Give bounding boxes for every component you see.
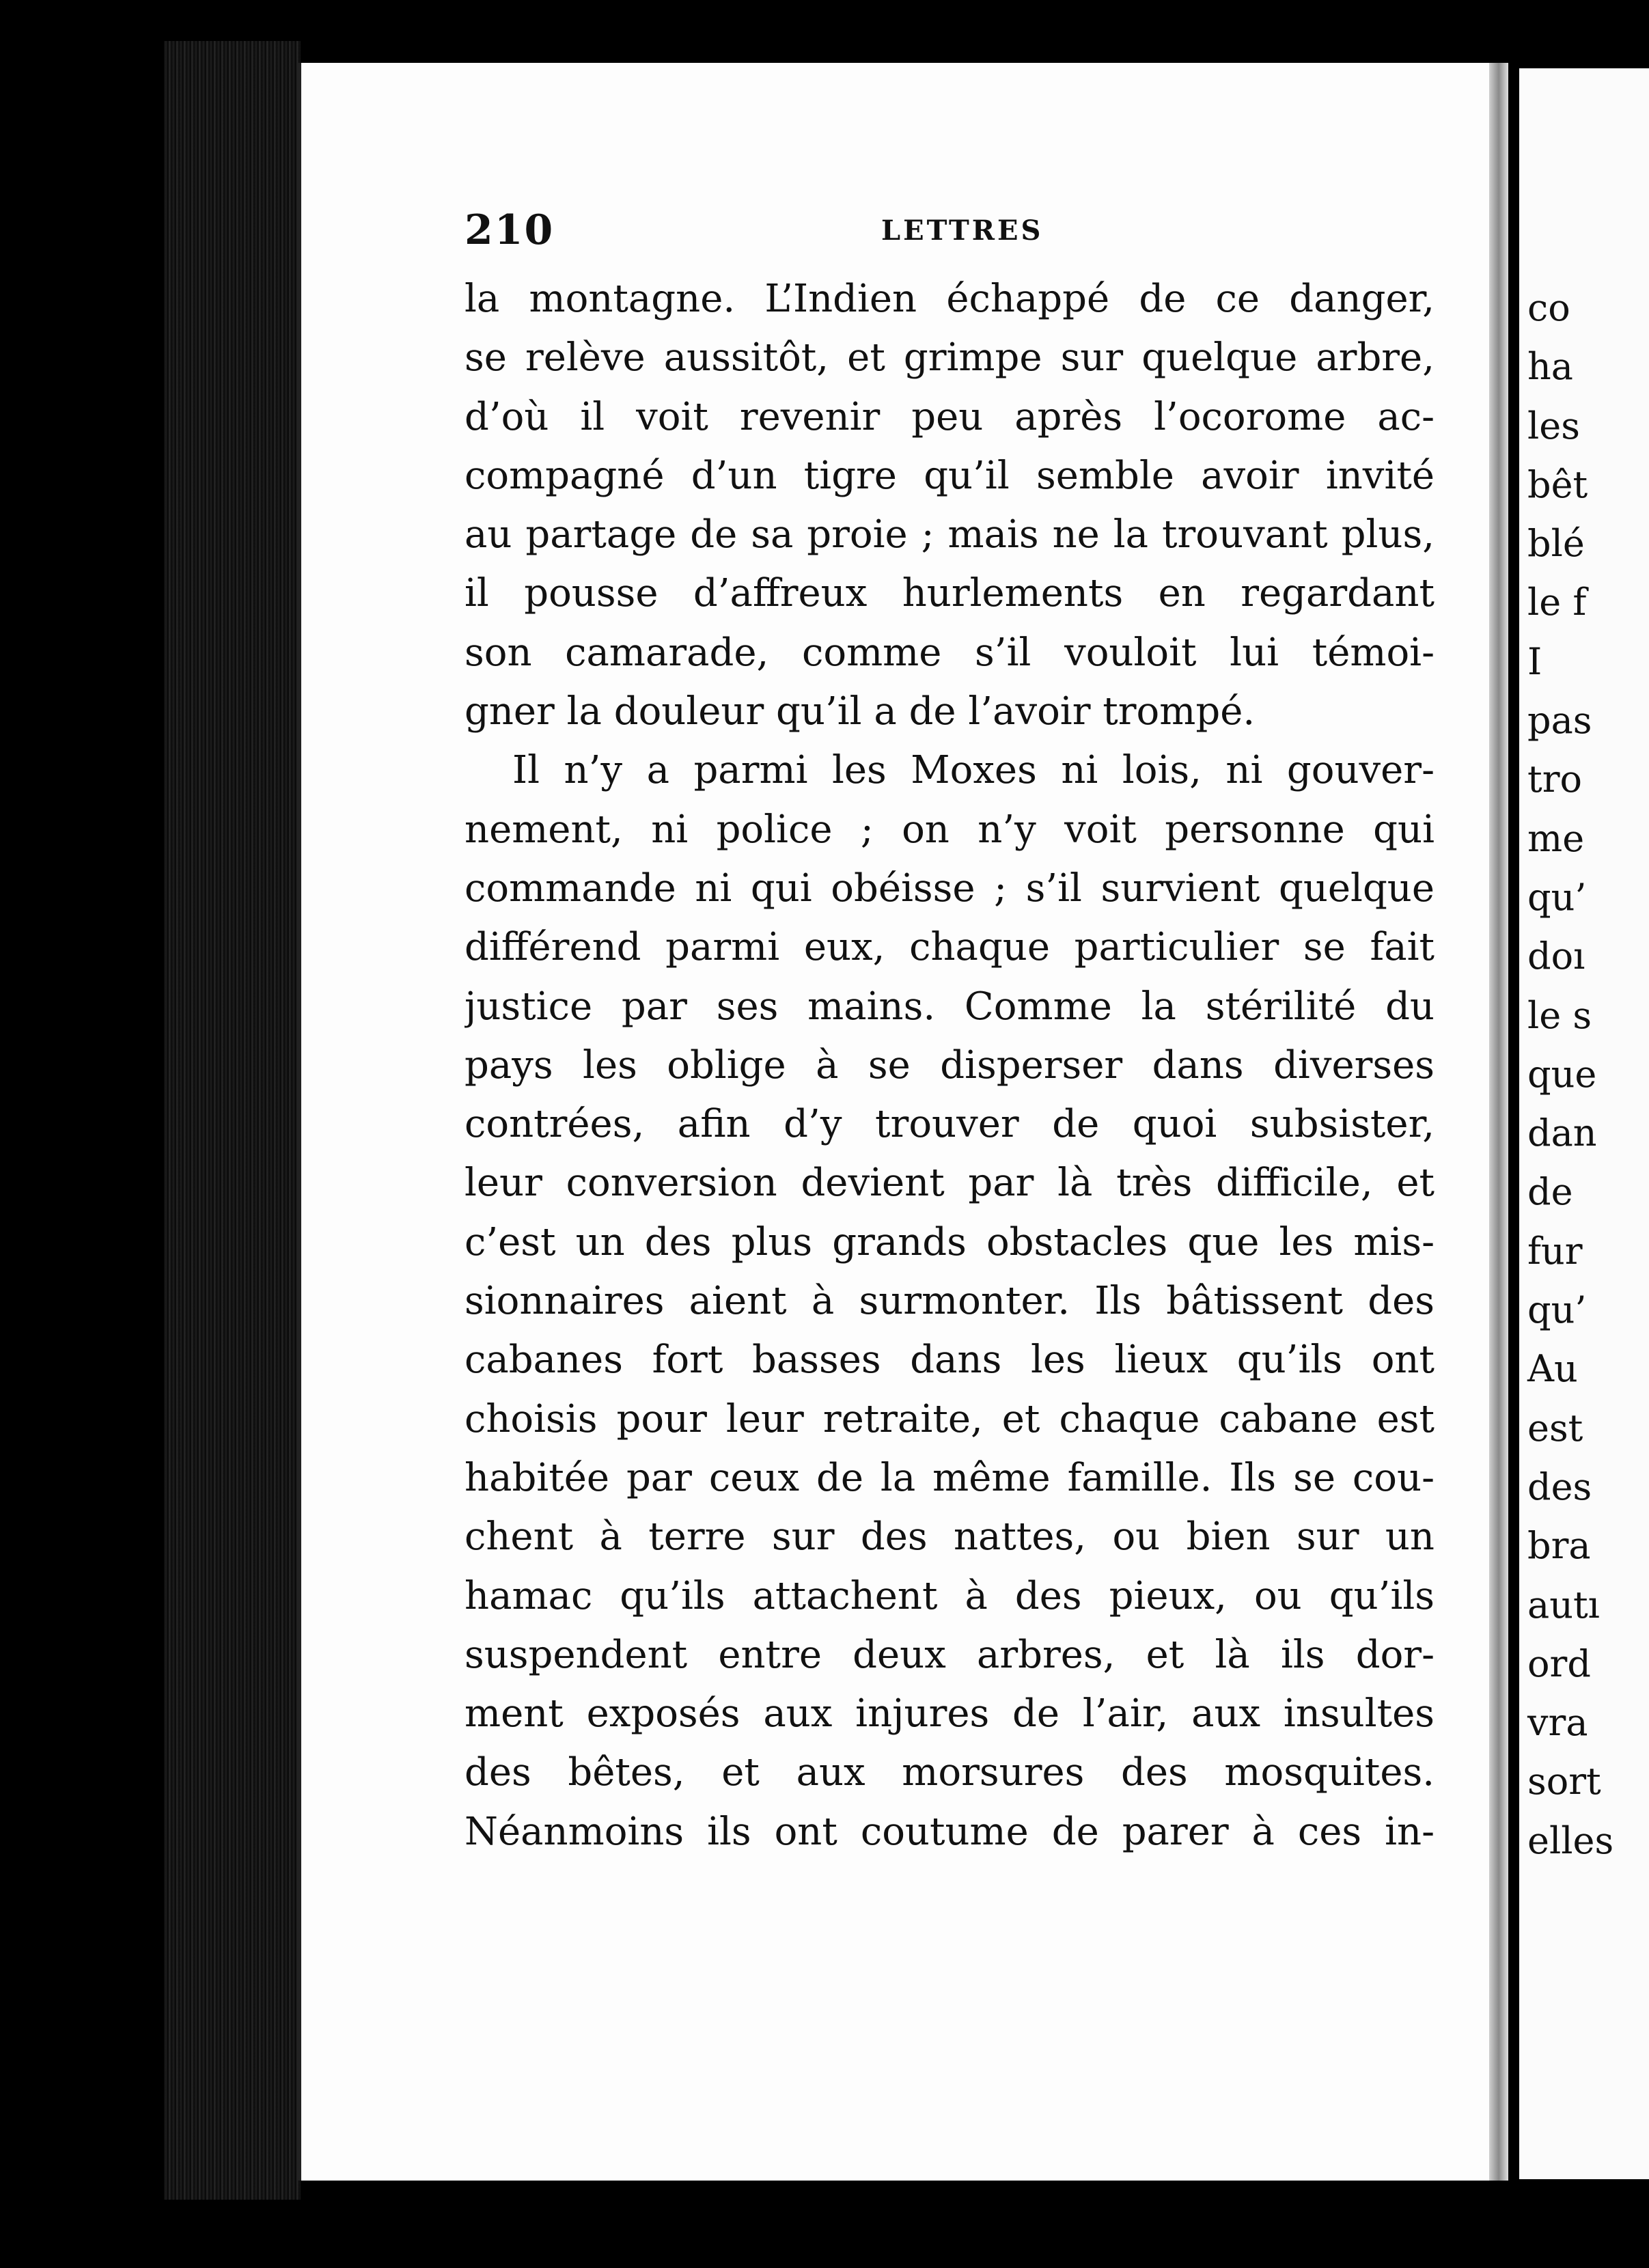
page-edge	[1489, 63, 1508, 2181]
next-page-fragment: vra	[1527, 1701, 1588, 1745]
text-line: la montagne. L’Indien échappé de ce danger,	[465, 277, 1435, 321]
text-line: chent à terre sur des nattes, ou bien sur un	[465, 1515, 1435, 1560]
text-line: compagné d’un tigre qu’il semble avoir invité	[465, 453, 1435, 498]
text-line: des bêtes, et aux morsures des mosquites.	[465, 1750, 1435, 1795]
text-line: suspendent entre deux arbres, et là ils dor-	[465, 1632, 1435, 1677]
text-line: c’est un des plus grands obstacles que les mis-	[465, 1219, 1435, 1264]
next-page-fragment: me	[1527, 816, 1585, 860]
next-page-fragment: bra	[1527, 1524, 1591, 1568]
text-line: pays les oblige à se disperser dans diverses	[465, 1042, 1435, 1088]
next-page-fragment: I	[1527, 639, 1542, 683]
text-line: cabanes fort basses dans les lieux qu’ils ont	[465, 1338, 1435, 1383]
text-line: d’où il voit revenir peu après l’ocorome ac-	[465, 394, 1435, 439]
page-header	[465, 206, 1435, 261]
text-line: différend parmi eux, chaque particulier se fait	[465, 925, 1435, 970]
next-page-fragment: fur	[1527, 1229, 1583, 1273]
next-page-fragment: dan	[1527, 1111, 1597, 1155]
text-line: se relève aussitôt, et grimpe sur quelque arbre,	[465, 335, 1435, 381]
book-spine	[164, 41, 301, 2200]
text-line: habitée par ceux de la même famille. Ils se cou-	[465, 1455, 1435, 1500]
text-line: ment exposés aux injures de l’air, aux insultes	[465, 1691, 1435, 1737]
next-page-fragment: ha	[1527, 345, 1573, 389]
text-line: hamac qu’ils attachent à des pieux, ou qu’ils	[465, 1573, 1435, 1618]
text-line: justice par ses mains. Comme la stérilité du	[465, 984, 1435, 1029]
next-page-fragment: blé	[1527, 522, 1585, 566]
next-page-fragment: bêt	[1527, 462, 1588, 506]
text-line: commande ni qui obéisse ; s’il survient quelque	[465, 866, 1435, 911]
text-line: nement, ni police ; on n’y voit personne qui	[465, 807, 1435, 852]
next-page-fragment: sort	[1527, 1760, 1601, 1803]
next-page-fragment: tro	[1527, 758, 1583, 801]
body-text	[465, 270, 1435, 1862]
next-page-fragment: le f	[1527, 581, 1587, 624]
next-page-fragment: les	[1527, 404, 1580, 447]
next-page-fragment: ord	[1527, 1642, 1591, 1685]
next-page-fragment: des	[1527, 1465, 1592, 1508]
text-line: choisis pour leur retraite, et chaque cabane est	[465, 1396, 1435, 1441]
next-page-fragment: pas	[1527, 699, 1592, 743]
next-page-fragment: qu’	[1527, 1288, 1587, 1332]
next-page-fragment: que	[1527, 1052, 1597, 1096]
next-page-fragment: qu’	[1527, 875, 1587, 919]
text-line: il pousse d’affreux hurlements en regardant	[465, 571, 1435, 616]
text-line: leur conversion devient par là très difficile, et	[465, 1161, 1435, 1206]
running-head: LETTRES	[881, 215, 1044, 247]
next-page-fragment: elles	[1527, 1818, 1614, 1862]
text-line: Il n’y a parmi les Moxes ni lois, ni gouver-	[512, 748, 1435, 793]
next-page-fragment: de	[1527, 1170, 1573, 1214]
page-number: 210	[465, 206, 555, 254]
text-line: contrées, afin d’y trouver de quoi subsister,	[465, 1102, 1435, 1147]
next-page-fragment: co	[1527, 286, 1570, 329]
text-line: au partage de sa proie ; mais ne la trouvant plus,	[465, 512, 1435, 557]
next-page-fragment: doı	[1527, 935, 1585, 978]
next-page-fragment: autı	[1527, 1583, 1600, 1627]
next-page-fragment: est	[1527, 1406, 1583, 1450]
text-line: sionnaires aient à surmonter. Ils bâtissent des	[465, 1279, 1435, 1324]
next-page-fragment: Au	[1527, 1347, 1578, 1391]
next-page-text	[1527, 279, 1649, 1870]
book-gutter	[1508, 63, 1519, 2181]
text-line: son camarade, comme s’il vouloit lui témoi-	[465, 630, 1435, 675]
text-line: Néanmoins ils ont coutume de parer à ces in-	[465, 1809, 1435, 1854]
text-line: gner la douleur qu’il a de l’avoir trompé.	[465, 689, 1256, 734]
next-page-fragment: le s	[1527, 993, 1592, 1037]
